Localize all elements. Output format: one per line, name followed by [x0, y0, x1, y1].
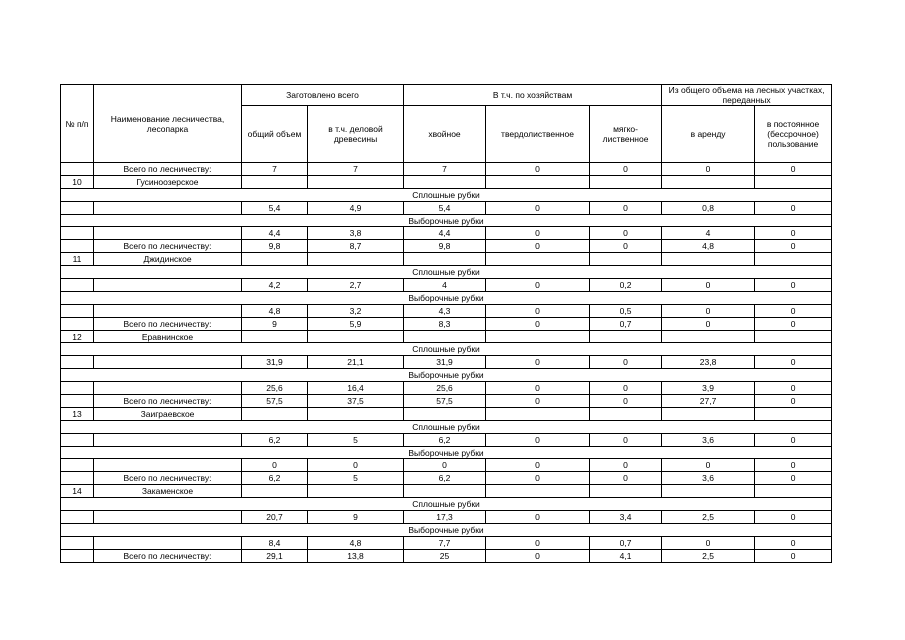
cell-rent: 27,7 [662, 395, 755, 408]
cell-rent: 0 [662, 459, 755, 472]
table-row [61, 433, 832, 446]
empty-cell [486, 330, 590, 343]
empty-cell [404, 175, 486, 188]
empty-cell [662, 407, 755, 420]
header-group-total: Заготовлено всего [242, 85, 404, 106]
table-row [61, 279, 832, 292]
cell-conifer: 4,3 [404, 304, 486, 317]
row-number [61, 511, 94, 524]
cell-permanent: 0 [755, 356, 832, 369]
cell-softwood: 0 [590, 163, 662, 176]
cell-total-volume: 6,2 [242, 433, 308, 446]
row-number [61, 163, 94, 176]
empty-cell [590, 330, 662, 343]
table-row [61, 201, 832, 214]
cell-hardwood: 0 [486, 511, 590, 524]
cell-total-volume: 20,7 [242, 511, 308, 524]
table-row [61, 395, 832, 408]
cell-softwood: 4,1 [590, 549, 662, 562]
section-separator-row [61, 266, 832, 279]
cell-permanent: 0 [755, 163, 832, 176]
section-label: Сплошные рубки [61, 498, 832, 511]
cell-softwood: 3,4 [590, 511, 662, 524]
cell-conifer: 17,3 [404, 511, 486, 524]
section-label: Выборочные рубки [61, 214, 832, 227]
section-label: Сплошные рубки [61, 343, 832, 356]
cell-hardwood: 0 [486, 356, 590, 369]
cell-business-wood: 9 [308, 511, 404, 524]
table-row [61, 459, 832, 472]
cell-total-volume: 9 [242, 317, 308, 330]
row-number [61, 304, 94, 317]
cell-total-volume: 0 [242, 459, 308, 472]
section-label: Выборочные рубки [61, 523, 832, 536]
forestry-number: 14 [61, 485, 94, 498]
cell-conifer: 57,5 [404, 395, 486, 408]
empty-cell [308, 253, 404, 266]
section-separator-row [61, 369, 832, 382]
cell-hardwood: 0 [486, 433, 590, 446]
table-row [61, 317, 832, 330]
header-total-volume: общий объем [242, 106, 308, 163]
empty-cell [242, 407, 308, 420]
cell-hardwood: 0 [486, 304, 590, 317]
cell-total-volume: 25,6 [242, 382, 308, 395]
row-name [94, 356, 242, 369]
cell-rent: 0,8 [662, 201, 755, 214]
cell-conifer: 7,7 [404, 536, 486, 549]
empty-cell [486, 485, 590, 498]
header-permanent: в постоянное (бессрочное) пользование [755, 106, 832, 163]
cell-softwood: 0,5 [590, 304, 662, 317]
row-name [94, 536, 242, 549]
cell-hardwood: 0 [486, 240, 590, 253]
empty-cell [590, 485, 662, 498]
cell-conifer: 4,4 [404, 227, 486, 240]
cell-rent: 0 [662, 536, 755, 549]
cell-softwood: 0 [590, 472, 662, 485]
row-name [94, 433, 242, 446]
cell-business-wood: 5 [308, 433, 404, 446]
cell-permanent: 0 [755, 227, 832, 240]
section-separator-row [61, 291, 832, 304]
cell-business-wood: 21,1 [308, 356, 404, 369]
cell-business-wood: 37,5 [308, 395, 404, 408]
cell-total-volume: 31,9 [242, 356, 308, 369]
cell-total-volume: 7 [242, 163, 308, 176]
cell-conifer: 5,4 [404, 201, 486, 214]
cell-total-volume: 4,4 [242, 227, 308, 240]
header-business-wood: в т.ч. деловой древесины [308, 106, 404, 163]
section-separator-row [61, 214, 832, 227]
table-row [61, 472, 832, 485]
cell-rent: 2,5 [662, 549, 755, 562]
forestry-number: 12 [61, 330, 94, 343]
table-body [61, 163, 832, 563]
empty-cell [404, 330, 486, 343]
cell-softwood: 0,7 [590, 536, 662, 549]
forestry-name: Закаменское [94, 485, 242, 498]
cell-rent: 0 [662, 304, 755, 317]
row-name: Всего по лесничеству: [94, 240, 242, 253]
cell-conifer: 31,9 [404, 356, 486, 369]
table-row [61, 304, 832, 317]
cell-conifer: 6,2 [404, 472, 486, 485]
cell-hardwood: 0 [486, 472, 590, 485]
cell-rent: 0 [662, 163, 755, 176]
table-row [61, 549, 832, 562]
row-name [94, 304, 242, 317]
forestry-title-row [61, 330, 832, 343]
cell-conifer: 0 [404, 459, 486, 472]
cell-conifer: 4 [404, 279, 486, 292]
row-name: Всего по лесничеству: [94, 395, 242, 408]
cell-hardwood: 0 [486, 227, 590, 240]
forestry-name: Джидинское [94, 253, 242, 266]
empty-cell [308, 485, 404, 498]
cell-permanent: 0 [755, 395, 832, 408]
cell-softwood: 0 [590, 459, 662, 472]
cell-hardwood: 0 [486, 536, 590, 549]
row-name [94, 459, 242, 472]
cell-business-wood: 8,7 [308, 240, 404, 253]
cell-conifer: 6,2 [404, 433, 486, 446]
cell-hardwood: 0 [486, 163, 590, 176]
cell-permanent: 0 [755, 459, 832, 472]
row-name: Всего по лесничеству: [94, 472, 242, 485]
cell-permanent: 0 [755, 201, 832, 214]
row-number [61, 240, 94, 253]
cell-softwood: 0 [590, 382, 662, 395]
row-number [61, 279, 94, 292]
forestry-name: Еравнинское [94, 330, 242, 343]
forestry-name: Гусиноозерское [94, 175, 242, 188]
table-row [61, 163, 832, 176]
empty-cell [755, 253, 832, 266]
row-name [94, 511, 242, 524]
cell-conifer: 25 [404, 549, 486, 562]
row-name [94, 279, 242, 292]
cell-business-wood: 16,4 [308, 382, 404, 395]
cell-softwood: 0 [590, 433, 662, 446]
cell-business-wood: 4,9 [308, 201, 404, 214]
cell-total-volume: 8,4 [242, 536, 308, 549]
empty-cell [242, 175, 308, 188]
cell-rent: 4 [662, 227, 755, 240]
cell-conifer: 8,3 [404, 317, 486, 330]
cell-rent: 0 [662, 317, 755, 330]
section-label: Сплошные рубки [61, 188, 832, 201]
cell-hardwood: 0 [486, 279, 590, 292]
cell-softwood: 0 [590, 395, 662, 408]
cell-total-volume: 4,2 [242, 279, 308, 292]
table-row [61, 382, 832, 395]
cell-softwood: 0 [590, 240, 662, 253]
section-separator-row [61, 523, 832, 536]
section-label: Выборочные рубки [61, 369, 832, 382]
cell-total-volume: 29,1 [242, 549, 308, 562]
row-number [61, 395, 94, 408]
header-num: № п/п [61, 85, 94, 163]
cell-business-wood: 0 [308, 459, 404, 472]
row-number [61, 227, 94, 240]
forestry-title-row [61, 407, 832, 420]
header-softwood: мягко- лиственное [590, 106, 662, 163]
row-number [61, 536, 94, 549]
row-name [94, 227, 242, 240]
empty-cell [404, 253, 486, 266]
table-row [61, 227, 832, 240]
empty-cell [242, 253, 308, 266]
row-number [61, 549, 94, 562]
header-conifer: хвойное [404, 106, 486, 163]
cell-conifer: 7 [404, 163, 486, 176]
row-number [61, 317, 94, 330]
cell-permanent: 0 [755, 472, 832, 485]
forestry-title-row [61, 175, 832, 188]
empty-cell [308, 175, 404, 188]
cell-permanent: 0 [755, 240, 832, 253]
row-name: Всего по лесничеству: [94, 163, 242, 176]
cell-permanent: 0 [755, 536, 832, 549]
cell-total-volume: 4,8 [242, 304, 308, 317]
cell-rent: 0 [662, 279, 755, 292]
header-group-farms: В т.ч. по хозяйствам [404, 85, 662, 106]
section-label: Сплошные рубки [61, 266, 832, 279]
cell-business-wood: 5 [308, 472, 404, 485]
empty-cell [242, 330, 308, 343]
cell-business-wood: 2,7 [308, 279, 404, 292]
cell-rent: 3,9 [662, 382, 755, 395]
empty-cell [662, 485, 755, 498]
row-name: Всего по лесничеству: [94, 549, 242, 562]
cell-permanent: 0 [755, 549, 832, 562]
empty-cell [590, 253, 662, 266]
empty-cell [590, 175, 662, 188]
header-hardwood: твердолиственное [486, 106, 590, 163]
cell-total-volume: 6,2 [242, 472, 308, 485]
empty-cell [486, 175, 590, 188]
section-separator-row [61, 446, 832, 459]
row-number [61, 459, 94, 472]
cell-hardwood: 0 [486, 382, 590, 395]
section-separator-row [61, 343, 832, 356]
cell-hardwood: 0 [486, 549, 590, 562]
cell-conifer: 9,8 [404, 240, 486, 253]
cell-permanent: 0 [755, 382, 832, 395]
cell-business-wood: 13,8 [308, 549, 404, 562]
cell-hardwood: 0 [486, 201, 590, 214]
section-label: Выборочные рубки [61, 446, 832, 459]
header-rent: в аренду [662, 106, 755, 163]
empty-cell [662, 175, 755, 188]
cell-softwood: 0 [590, 356, 662, 369]
cell-hardwood: 0 [486, 459, 590, 472]
cell-business-wood: 7 [308, 163, 404, 176]
empty-cell [486, 253, 590, 266]
section-label: Выборочные рубки [61, 291, 832, 304]
cell-total-volume: 57,5 [242, 395, 308, 408]
cell-permanent: 0 [755, 317, 832, 330]
empty-cell [590, 407, 662, 420]
cell-rent: 3,6 [662, 433, 755, 446]
cell-permanent: 0 [755, 279, 832, 292]
empty-cell [755, 407, 832, 420]
forestry-title-row [61, 485, 832, 498]
row-name: Всего по лесничеству: [94, 317, 242, 330]
empty-cell [308, 330, 404, 343]
section-separator-row [61, 188, 832, 201]
cell-hardwood: 0 [486, 317, 590, 330]
empty-cell [242, 485, 308, 498]
header-name: Наименование лесничества, лесопарка [94, 85, 242, 163]
cell-business-wood: 3,2 [308, 304, 404, 317]
row-number [61, 356, 94, 369]
empty-cell [755, 175, 832, 188]
cell-rent: 4,8 [662, 240, 755, 253]
cell-rent: 2,5 [662, 511, 755, 524]
cell-softwood: 0,7 [590, 317, 662, 330]
row-name [94, 382, 242, 395]
cell-softwood: 0 [590, 201, 662, 214]
cell-business-wood: 5,9 [308, 317, 404, 330]
table-header [61, 85, 832, 163]
row-number [61, 472, 94, 485]
cell-softwood: 0 [590, 227, 662, 240]
row-number [61, 382, 94, 395]
empty-cell [662, 330, 755, 343]
cell-conifer: 25,6 [404, 382, 486, 395]
cell-permanent: 0 [755, 511, 832, 524]
table-row [61, 511, 832, 524]
section-separator-row [61, 498, 832, 511]
empty-cell [404, 407, 486, 420]
cell-business-wood: 3,8 [308, 227, 404, 240]
cell-total-volume: 5,4 [242, 201, 308, 214]
row-number [61, 433, 94, 446]
cell-permanent: 0 [755, 433, 832, 446]
harvest-report-table [60, 84, 832, 563]
forestry-name: Заиграевское [94, 407, 242, 420]
header-group-leased: Из общего объема на лесных участках, переданных [662, 85, 832, 106]
cell-total-volume: 9,8 [242, 240, 308, 253]
empty-cell [755, 330, 832, 343]
table-row [61, 356, 832, 369]
table-row [61, 240, 832, 253]
empty-cell [755, 485, 832, 498]
empty-cell [486, 407, 590, 420]
forestry-title-row [61, 253, 832, 266]
empty-cell [404, 485, 486, 498]
section-separator-row [61, 420, 832, 433]
cell-rent: 3,6 [662, 472, 755, 485]
forestry-number: 11 [61, 253, 94, 266]
cell-business-wood: 4,8 [308, 536, 404, 549]
cell-permanent: 0 [755, 304, 832, 317]
cell-rent: 23,8 [662, 356, 755, 369]
row-name [94, 201, 242, 214]
cell-softwood: 0,2 [590, 279, 662, 292]
forestry-number: 13 [61, 407, 94, 420]
table-row [61, 536, 832, 549]
empty-cell [662, 253, 755, 266]
forestry-number: 10 [61, 175, 94, 188]
section-label: Сплошные рубки [61, 420, 832, 433]
cell-hardwood: 0 [486, 395, 590, 408]
empty-cell [308, 407, 404, 420]
row-number [61, 201, 94, 214]
